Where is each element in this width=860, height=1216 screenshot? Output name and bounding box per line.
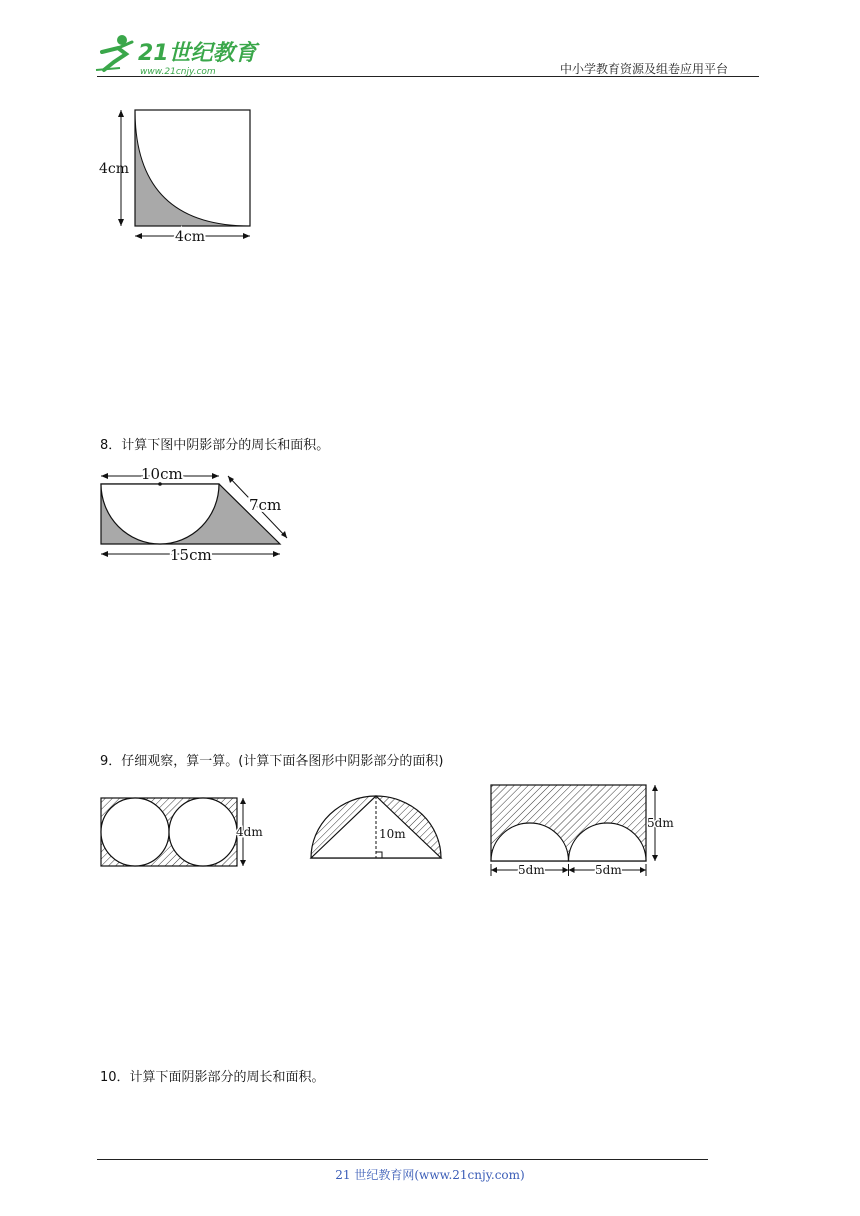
figure-rect-two-semicircles xyxy=(491,785,674,877)
platform-name: 中小学教育资源及组卷应用平台 xyxy=(560,62,729,76)
fig3-height-label: 5dm xyxy=(647,816,674,830)
logo-text: 21世纪教育 xyxy=(138,41,257,66)
fig3-left-label: 5dm xyxy=(518,863,545,877)
bottom-label: 15cm xyxy=(170,546,212,564)
height-label: 4cm xyxy=(99,161,130,177)
figure-two-circles xyxy=(101,798,263,866)
fig1-label: 4dm xyxy=(236,825,263,839)
side-label: 7cm xyxy=(249,496,282,514)
runner-icon xyxy=(96,35,132,70)
shaded-region xyxy=(135,110,250,226)
figure-semicircle-triangle xyxy=(311,796,441,858)
q9-figures xyxy=(95,780,705,880)
site-logo xyxy=(92,30,262,78)
footer-divider xyxy=(97,1159,708,1160)
header-divider xyxy=(97,76,759,77)
question-10: 10．计算下面阴影部分的周长和面积。 xyxy=(100,1070,325,1085)
figure-square-quarter-circle xyxy=(95,100,265,250)
fig2-label: 10m xyxy=(379,827,406,841)
fig3-right-label: 5dm xyxy=(595,863,622,877)
width-label: 4cm xyxy=(175,229,206,245)
logo-url: www.21cnjy.com xyxy=(140,67,216,77)
footer-link[interactable]: 21 世纪教育网(www.21cnjy.com) xyxy=(335,1168,525,1182)
question-8: 8．计算下图中阴影部分的周长和面积。 xyxy=(100,438,330,453)
figure-trapezoid-semicircle xyxy=(95,462,295,567)
top-label: 10cm xyxy=(141,465,183,483)
question-9: 9．仔细观察，算一算。(计算下面各图形中阴影部分的面积) xyxy=(100,754,444,769)
